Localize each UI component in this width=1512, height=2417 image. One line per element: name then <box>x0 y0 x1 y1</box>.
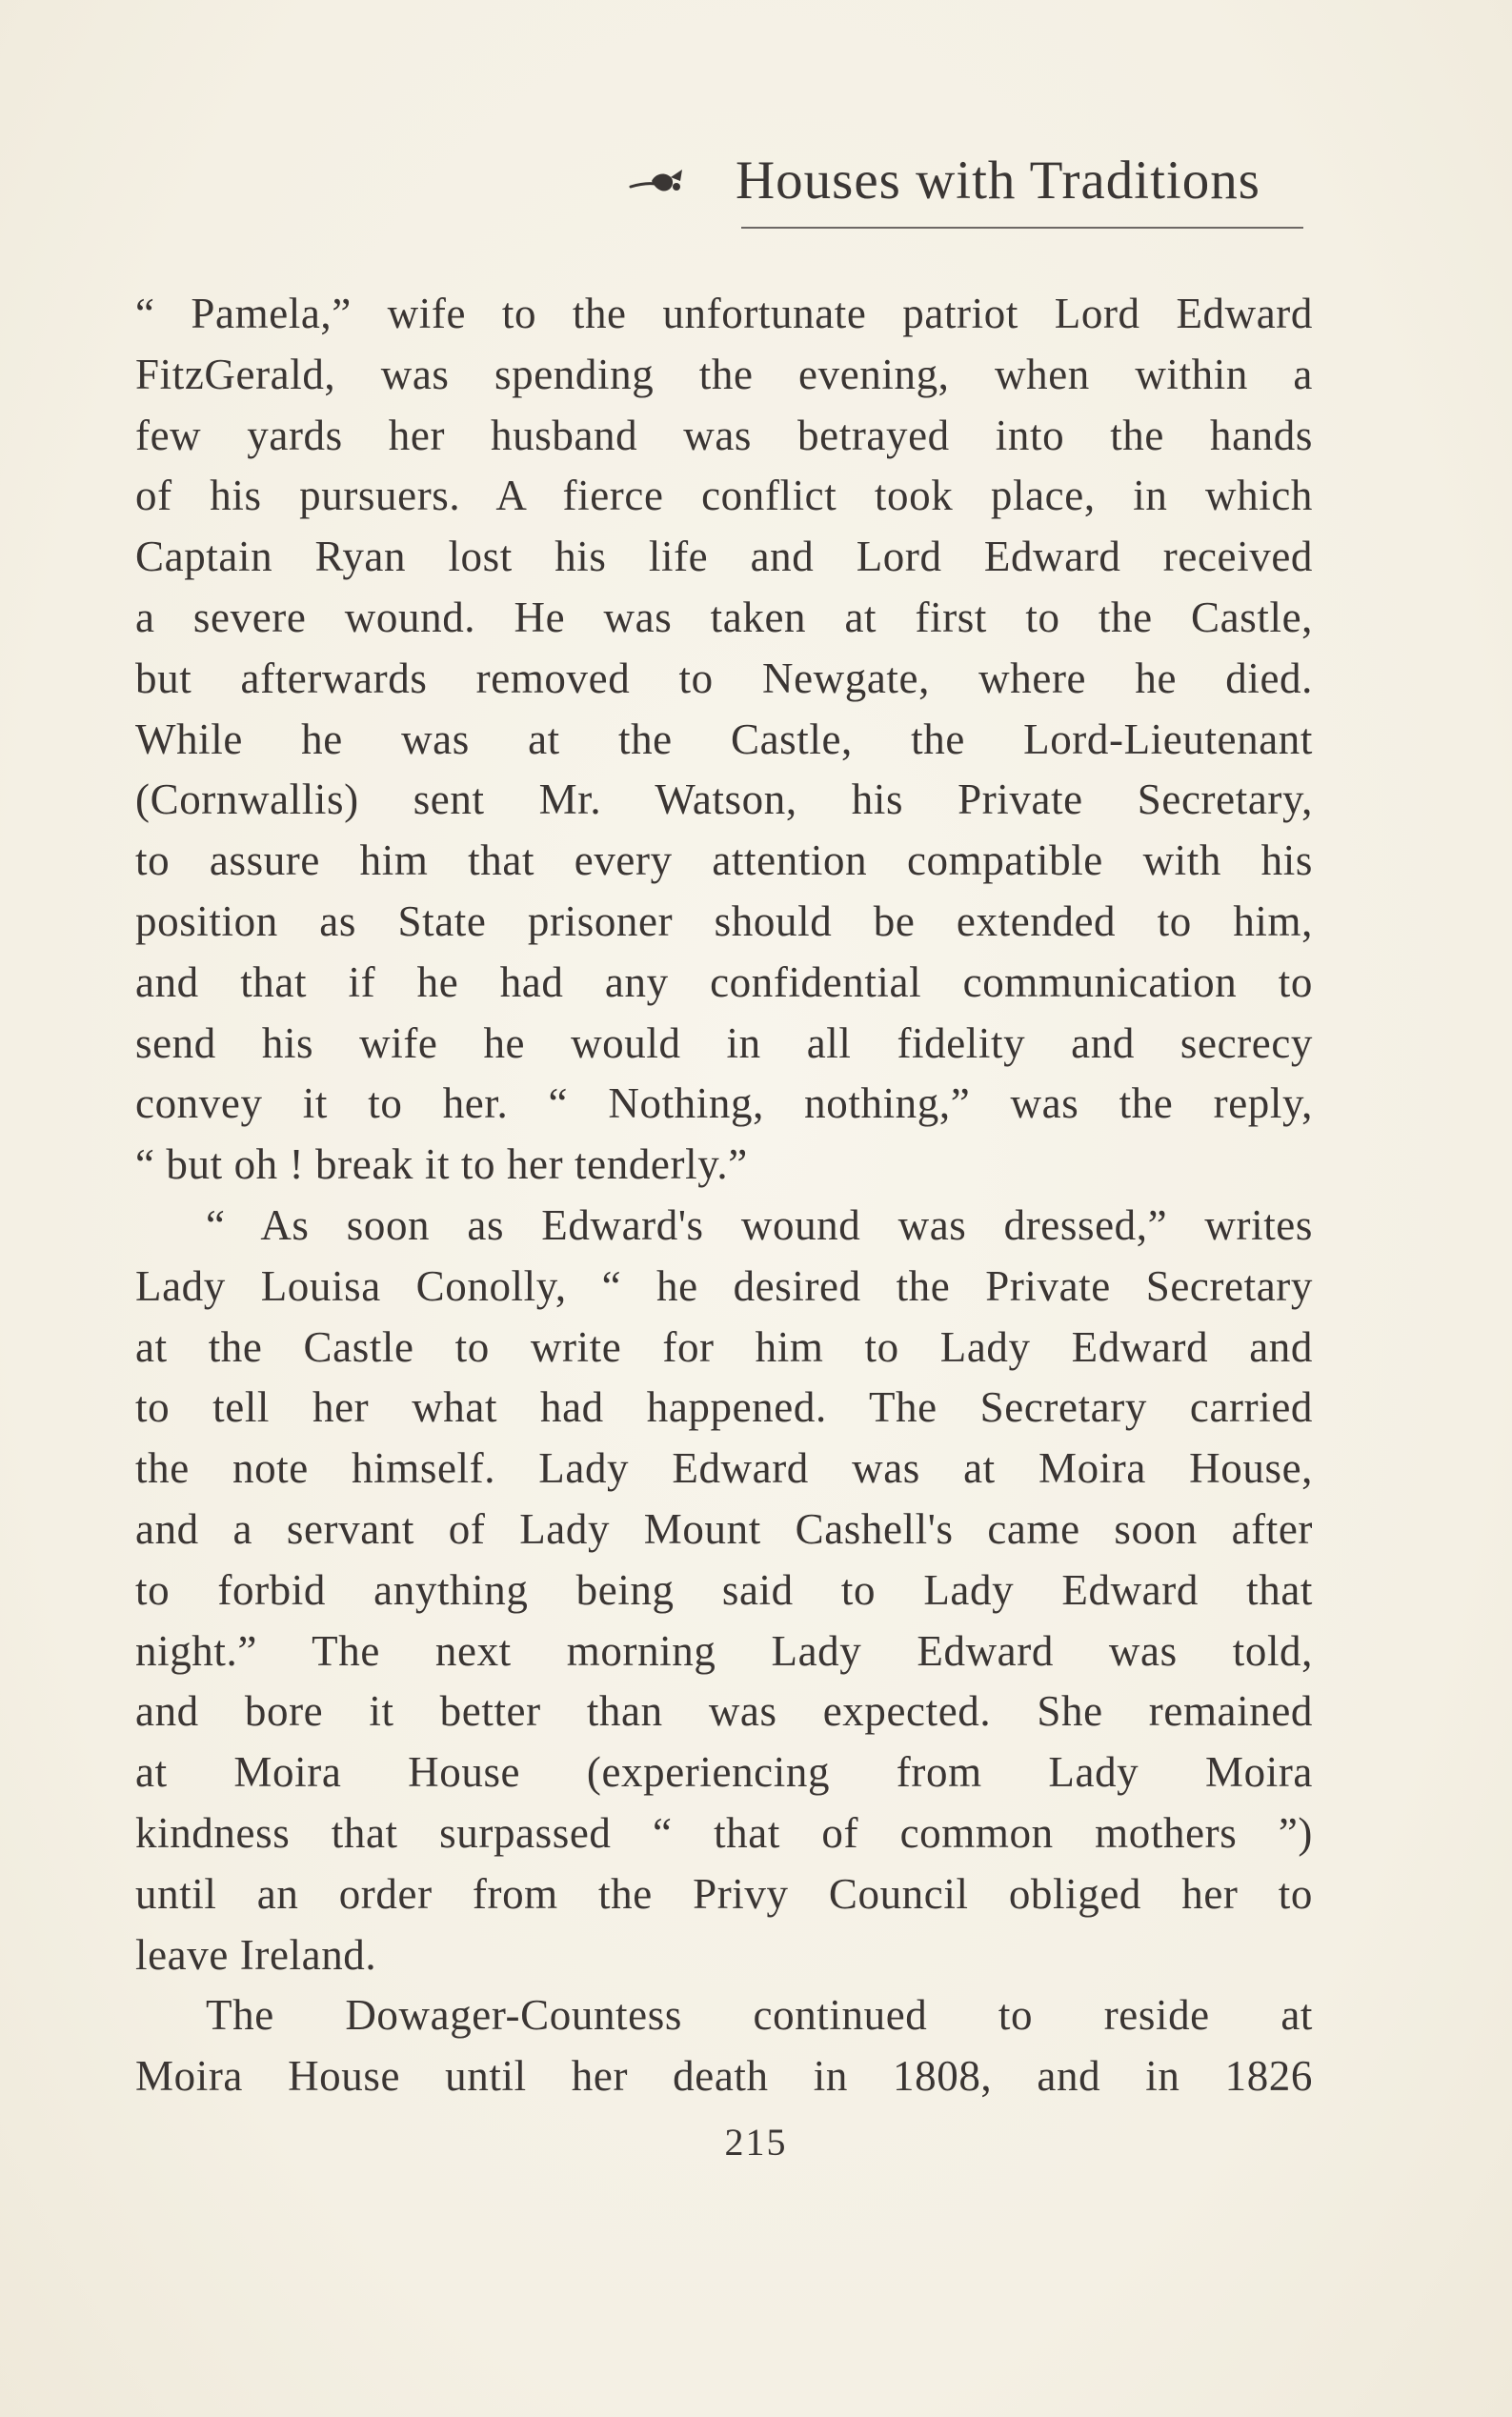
text-line: convey it to her. “ Nothing, nothing,” was the reply, <box>135 1079 1313 1128</box>
text-line: leave Ireland. <box>135 1930 377 1979</box>
text-line: Moira House until her death in 1808, and in 1826 <box>135 2052 1313 2101</box>
running-head <box>629 143 1313 229</box>
text-line: FitzGerald, was spending the evening, when within a <box>135 350 1313 398</box>
text-line: Captain Ryan lost his life and Lord Edward received <box>135 533 1313 581</box>
text-line: to tell her what had happened. The Secretary carried <box>135 1383 1313 1432</box>
text-line: but afterwards removed to Newgate, where he died. <box>135 654 1313 702</box>
text-line: “ As soon as Edward's wound was dressed,” writes <box>206 1200 1313 1249</box>
pointing-hand-icon <box>629 164 686 198</box>
text-line: The Dowager-Countess continued to reside at <box>206 1991 1313 2040</box>
text-line: until an order from the Privy Council obliged her to <box>135 1869 1313 1918</box>
text-line: kindness that surpassed “ that of common mothers ”) <box>135 1808 1313 1857</box>
page-number: 215 <box>724 2121 788 2164</box>
text-line: Lady Louisa Conolly, “ he desired the Private Secretary <box>135 1261 1313 1310</box>
text-line: to forbid anything being said to Lady Edward that <box>135 1565 1313 1614</box>
running-head-rule <box>741 227 1303 229</box>
text-line: and a servant of Lady Mount Cashell's came soon after <box>135 1504 1313 1553</box>
text-line: to assure him that every attention compatible with his <box>135 836 1313 885</box>
text-line: the note himself. Lady Edward was at Moira House, <box>135 1444 1313 1493</box>
running-head-title: Houses with Traditions <box>736 151 1260 211</box>
text-line: “ but oh ! break it to her tenderly.” <box>135 1140 748 1189</box>
paragraph <box>135 1985 1313 2107</box>
text-line: at Moira House (experiencing from Lady Moira <box>135 1748 1313 1797</box>
body-text <box>135 284 1313 2107</box>
text-line: (Cornwallis) sent Mr. Watson, his Private Secretary, <box>135 775 1313 824</box>
text-line: “ Pamela,” wife to the unfortunate patriot Lord Edward <box>135 290 1313 337</box>
text-line: of his pursuers. A fierce conflict took place, in which <box>135 472 1313 520</box>
paragraph <box>135 284 1313 1196</box>
text-line: position as State prisoner should be extended to him, <box>135 896 1313 945</box>
paragraph <box>135 1196 1313 1985</box>
text-line: few yards her husband was betrayed into the hands <box>135 411 1313 459</box>
text-line: While he was at the Castle, the Lord-Lieutenant <box>135 715 1313 763</box>
text-line: a severe wound. He was taken at first to the Castle, <box>135 593 1313 641</box>
text-line: send his wife he would in all fidelity and secrecy <box>135 1018 1313 1067</box>
text-line: night.” The next morning Lady Edward was told, <box>135 1626 1313 1675</box>
text-line: and bore it better than was expected. She remained <box>135 1687 1313 1736</box>
text-line: and that if he had any confidential communication to <box>135 957 1313 1006</box>
text-line: at the Castle to write for him to Lady Edward and <box>135 1322 1313 1371</box>
